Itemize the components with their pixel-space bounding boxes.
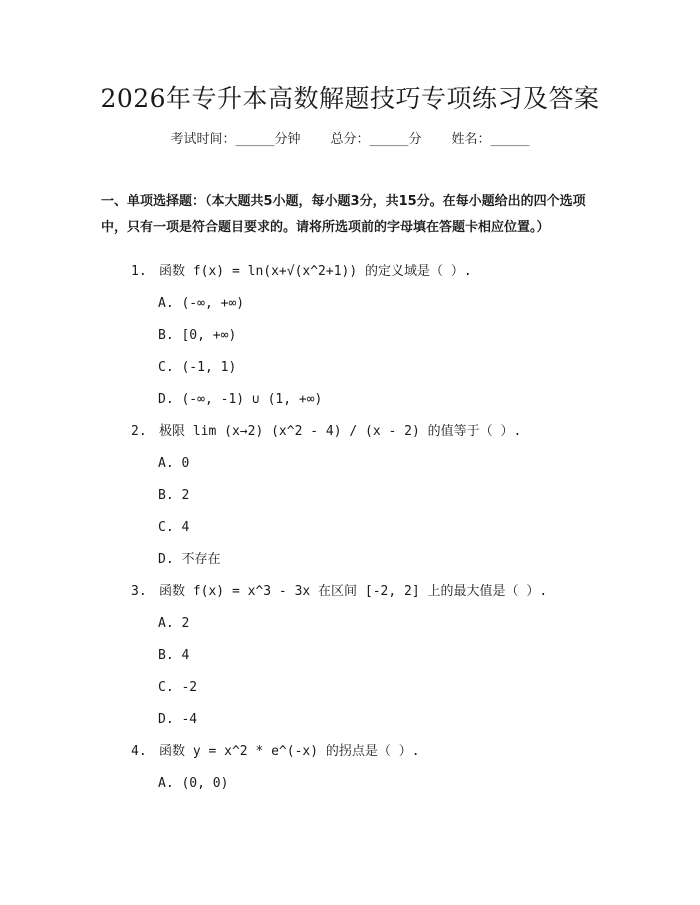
question-1: [131, 263, 472, 281]
question-3-option-a: A. 2: [158, 616, 190, 631]
question-2-option-b: B. 2: [158, 488, 190, 503]
section-heading: 一、单项选择题：（本大题共5小题，每小题3分，共15分。在每小题给出的四个选项中，只有一项是符合题目要求的。请将所选项前的字母填在答题卡相应位置。）: [101, 194, 586, 235]
question-text: 函数 f(x) = ln(x+√(x^2+1)) 的定义域是（ ）.: [159, 264, 472, 279]
question-number: 2.: [131, 424, 147, 439]
exam-info-line: [0, 131, 700, 149]
student-name-field: 姓名：______: [451, 132, 530, 147]
question-number: 4.: [131, 744, 147, 759]
question-number: 3.: [131, 584, 147, 599]
question-2-option-c: C. 4: [158, 520, 190, 535]
question-text: 函数 f(x) = x^3 - 3x 在区间 [-2, 2] 上的最大值是（ ）.: [159, 584, 548, 599]
question-1-option-b: B. [0, +∞): [158, 328, 237, 343]
question-3: [131, 583, 547, 601]
question-1-option-d: D. (-∞, -1) ∪ (1, +∞): [158, 392, 323, 407]
question-3-option-b: B. 4: [158, 648, 190, 663]
question-number: 1.: [131, 264, 147, 279]
question-1-option-c: C. (-1, 1): [158, 360, 237, 375]
question-text: 极限 lim (x→2) (x^2 - 4) / (x - 2) 的值等于（ ）.: [159, 424, 522, 439]
document-title: 2026年专升本高数解题技巧专项练习及答案: [100, 84, 600, 113]
question-4: [131, 743, 420, 761]
question-3-option-c: C. -2: [158, 680, 198, 695]
exam-time-field: 考试时间：______分钟: [170, 132, 301, 147]
question-text: 函数 y = x^2 * e^(-x) 的拐点是（ ）.: [159, 744, 420, 759]
question-3-option-d: D. -4: [158, 712, 198, 727]
total-score-field: 总分：______分: [330, 132, 422, 147]
question-1-option-a: A. (-∞, +∞): [158, 296, 245, 311]
question-2-option-a: A. 0: [158, 456, 190, 471]
question-2: [131, 423, 521, 441]
question-2-option-d: D. 不存在: [158, 552, 221, 567]
question-4-option-a: A. (0, 0): [158, 776, 229, 791]
